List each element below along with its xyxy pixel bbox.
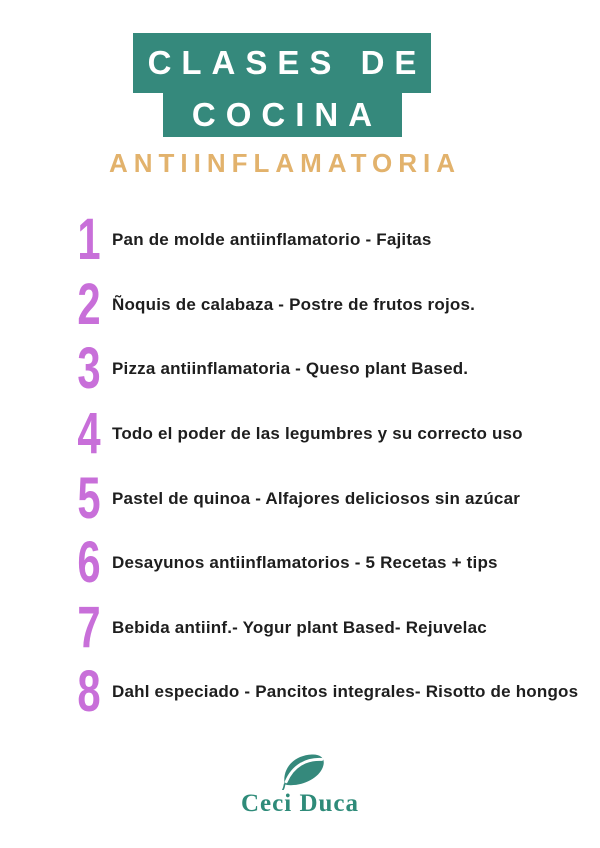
list-item-text: Pan de molde antiinflamatorio - Fajitas xyxy=(112,230,432,250)
list-item xyxy=(72,596,590,661)
list-item-text: Bebida antiinf.- Yogur plant Based- Rejuvelac xyxy=(112,617,487,637)
list-item xyxy=(72,208,590,273)
list-item-text: Pizza antiinflamatoria - Queso plant Based. xyxy=(112,359,469,379)
header-title-line1-text: CLASES DE xyxy=(147,44,427,81)
list-item xyxy=(72,531,590,596)
list-item-text: Todo el poder de las legumbres y su correcto uso xyxy=(112,424,523,444)
list-item-number: 6 xyxy=(77,530,101,596)
header-title-line1 xyxy=(133,33,431,93)
list-item-text: Pastel de quinoa - Alfajores deliciosos sin azúcar xyxy=(112,488,521,508)
class-list xyxy=(72,208,590,725)
list-item-text: Desayunos antiinflamatorios - 5 Recetas + tips xyxy=(112,553,498,573)
list-item xyxy=(72,337,590,402)
header-title-line2 xyxy=(163,93,402,137)
list-item-number: 7 xyxy=(77,594,101,660)
brand-name: Ceci Duca xyxy=(241,790,359,817)
list-item xyxy=(72,273,590,338)
list-item-number: 5 xyxy=(77,465,101,531)
poster-subtitle: ANTIINFLAMATORIA xyxy=(108,148,462,178)
list-item-number: 1 xyxy=(77,207,101,273)
list-item-text: Dahl especiado - Pancitos integrales- Risotto de hongos xyxy=(112,682,579,702)
list-item-text: Ñoquis de calabaza - Postre de frutos rojos. xyxy=(112,294,476,314)
list-item xyxy=(72,660,590,725)
header-title-line2-text: COCINA xyxy=(191,96,383,133)
list-item xyxy=(72,402,590,467)
list-item-number: 8 xyxy=(77,659,101,725)
list-item-number: 4 xyxy=(77,401,101,467)
list-item xyxy=(72,466,590,531)
poster-header xyxy=(0,33,564,137)
list-item-number: 3 xyxy=(77,336,101,402)
leaf-icon xyxy=(281,752,327,790)
list-item-number: 2 xyxy=(77,271,101,337)
